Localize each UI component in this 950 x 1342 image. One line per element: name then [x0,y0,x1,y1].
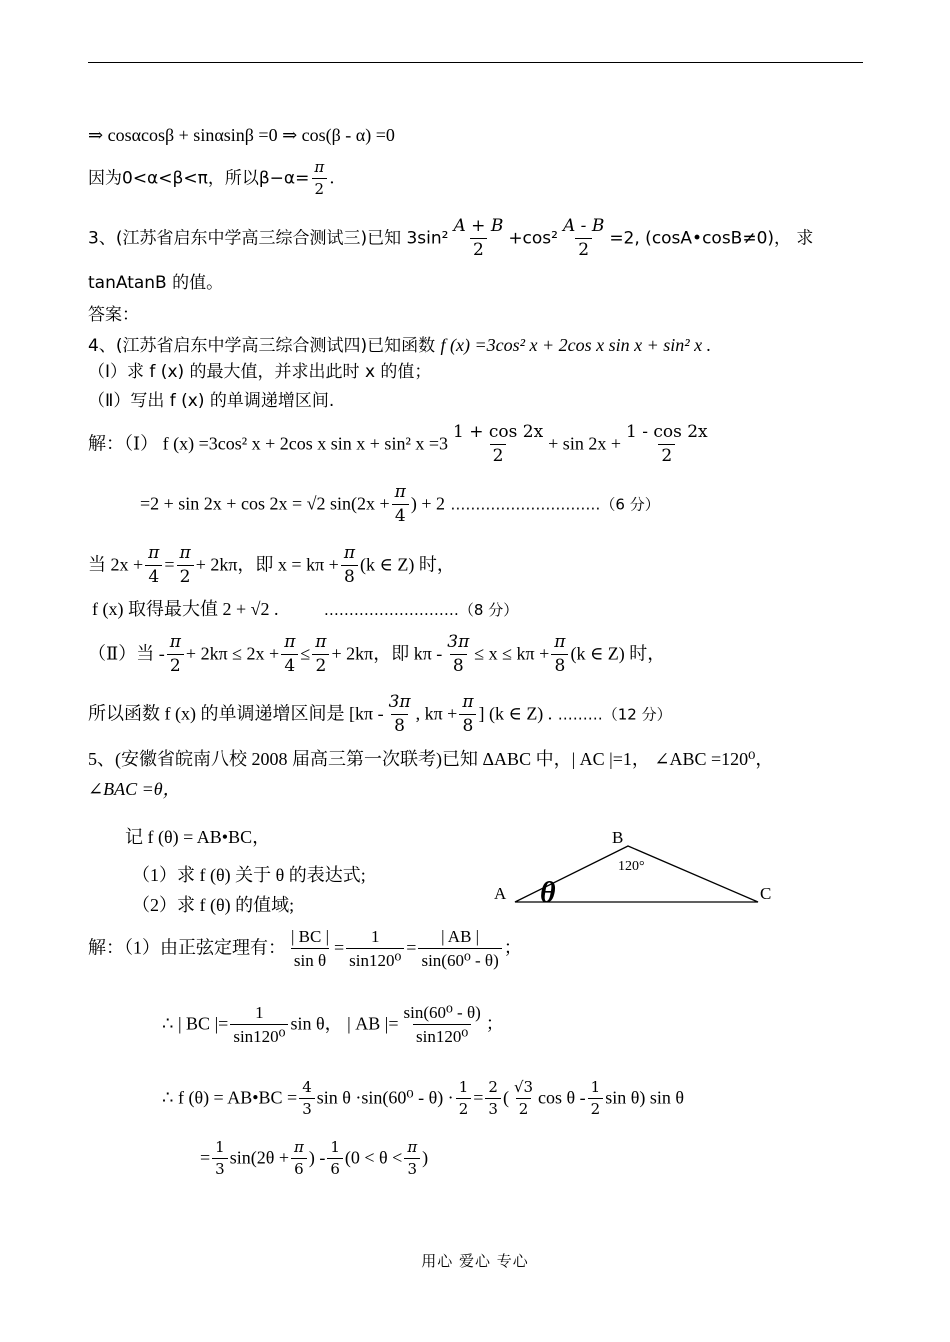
header-rule [88,62,863,63]
solution-4-line-1: 解：（Ⅰ） f (x) =3cos² x + 2cos x sin x + sin² x =3 $\frac{1 + \cos 2x}{2}$ + sin 2x + $\frac{1 - \cos 2x}{2}$ [88,424,713,466]
solution-5-line-1: 解：（1）由正弦定理有： $\frac{| BC |}{\text{sin θ}}$ = $\frac{1}{\text{sin120⁰}}$ = $\frac{| AB |}{\text{sin(60⁰ - θ)}}$ ； [88,927,522,970]
triangle-diagram [490,822,780,914]
question-4-part-1: （Ⅰ）求 f (x) 的最大值，并求出此时 x 的值； [88,362,432,382]
vertex-c-label: C [760,884,772,903]
fraction: $\frac{3\pi}{8}$ [447,632,470,676]
question-3: 3、(江苏省启东中学高三综合测试三)已知 3sin² $\frac{A + B}{2}$ +cos² $\frac{A - B}{2}$ =2, (cosA•cosB≠0)， 求 [88,216,814,260]
answer-label: 答案： [88,305,139,325]
question-5: 5、(安徽省皖南八校 2008 届高三第一次联考)已知 ΔABC 中，| AC |=1， ∠ABC =120⁰， [88,749,774,769]
fraction: $\frac{3\pi}{8}$ [388,692,411,736]
derivation-line-2: 因为0<α<β<π，所以β−α= $\frac{\pi}{2}$ . [88,158,335,198]
fraction: $\frac{\pi}{8}$ [551,634,568,676]
question-5-part-1: （1）求 f (θ) 关于 θ 的表达式; [132,865,366,885]
fraction: $\frac{A + B}{2}$ [453,216,504,260]
fraction: $\frac{| AB |}{\text{sin(60⁰ - θ)}}$ [418,928,501,970]
solution-4-line-4: f (x) 取得最大值 2 + √2 . ………………………（8 分） [92,599,519,619]
fraction: $\frac{\pi}{6}$ [291,1140,307,1178]
fraction: $\frac{A - B}{2}$ [562,216,605,260]
angle-a-label: θ [540,876,556,909]
question-3-line-2: tanAtanB 的值。 [88,273,224,293]
question-5-part-2: （2）求 f (θ) 的值域; [132,895,295,915]
fraction: $\frac{4}{3}$ [299,1080,315,1118]
vertex-a-label: A [494,884,507,903]
fraction: $\frac{1 + \cos 2x}{2}$ [453,422,544,466]
question-5-line-2: ∠BAC =θ， [88,779,181,799]
fraction: $\frac{1}{2}$ [588,1080,604,1118]
fraction: $\frac{\pi}{3}$ [404,1140,420,1178]
fraction: $\frac{1}{\text{sin120⁰}}$ [230,1004,288,1046]
fraction: $\frac{1}{2}$ [456,1080,472,1118]
question-4: 4、(江苏省启东中学高三综合测试四)已知函数 f (x) =3cos² x + 2cos x sin x + sin² x . [88,335,712,356]
question-4-part-2: （Ⅱ）写出 f (x) 的单调递增区间. [88,391,335,411]
question-5-definition: 记 f (θ) = AB•BC， [125,827,271,847]
solution-5-line-4: = $\frac{1}{3}$ sin(2θ + $\frac{\pi}{6}$ ) - $\frac{1}{6}$ (0 < θ < $\frac{\pi}{3}$ ) [200,1138,429,1178]
page-footer: 用心 爱心 专心 [421,1252,529,1270]
fraction: $\frac{1 - \cos 2x}{2}$ [625,422,708,466]
solution-4-line-5: （Ⅱ）当 - $\frac{\pi}{2}$ + 2kπ ≤ 2x + $\frac{\pi}{4}$ ≤ $\frac{\pi}{2}$ + 2kπ，即 kπ - $\frac{3\pi}{8}$ ≤ x ≤ kπ + $\frac{\pi}{8}$ (k ∈ Z) 时， [88,632,666,676]
solution-5-line-2: ∴ | BC |= $\frac{1}{\text{sin120⁰}}$ sin θ， | AB |= $\frac{\text{sin(60⁰ - θ)}}{\text{sin120⁰}}$ ； [162,1003,504,1046]
fraction: $\frac{\pi}{8}$ [459,694,476,736]
fraction: $\frac{\pi}{2}$ [177,545,194,587]
fraction: $\frac{\pi}{4}$ [392,484,409,526]
fraction: $\frac{2}{3}$ [485,1080,501,1118]
fraction: $\frac{\pi}{4}$ [145,545,162,587]
fraction: $\frac{\pi}{2}$ [167,634,184,676]
vertex-b-label: B [612,828,624,847]
fraction: $\frac{1}{6}$ [327,1140,343,1178]
fraction: $\frac{\pi}{2}$ [312,634,329,676]
fraction: $\frac{1}{3}$ [212,1140,228,1178]
fraction: $\frac{\pi}{2}$ [311,160,327,198]
fraction: $\frac{\pi}{4}$ [281,634,298,676]
solution-5-line-3: ∴ f (θ) = AB•BC = $\frac{4}{3}$ sin θ ·sin(60⁰ - θ) · $\frac{1}{2}$ = $\frac{2}{3}$ ( $\frac{√3}{2}$ cos θ - $\frac{1}{2}$ sin θ) sin θ [162,1078,684,1118]
solution-4-line-6: 所以函数 f (x) 的单调递增区间是 [kπ - $\frac{3\pi}{8}$ , kπ + $\frac{\pi}{8}$ ] (k ∈ Z) . ………（12 分） [88,692,672,736]
fraction: $\frac{√3}{2}$ [513,1078,534,1118]
solution-4-line-3: 当 2x + $\frac{\pi}{4}$ = $\frac{\pi}{2}$ + 2kπ，即 x = kπ + $\frac{\pi}{8}$ (k ∈ Z) 时， [88,543,455,587]
angle-b-label: 120° [618,859,645,874]
fraction: $\frac{\pi}{8}$ [341,545,358,587]
fraction: $\frac{\text{sin(60⁰ - θ)}}{\text{sin120⁰}}$ [403,1003,481,1046]
solution-4-line-2: =2 + sin 2x + cos 2x = √2 sin(2x + $\frac{\pi}{4}$ ) + 2 …………………………（6 分） [140,482,660,526]
fraction: $\frac{1}{\text{sin120⁰}}$ [346,928,404,970]
fraction: $\frac{| BC |}{\text{sin θ}}$ [291,927,329,970]
derivation-line-1: ⇒ cosαcosβ + sinαsinβ =0 ⇒ cos(β - α) =0 [88,125,395,145]
